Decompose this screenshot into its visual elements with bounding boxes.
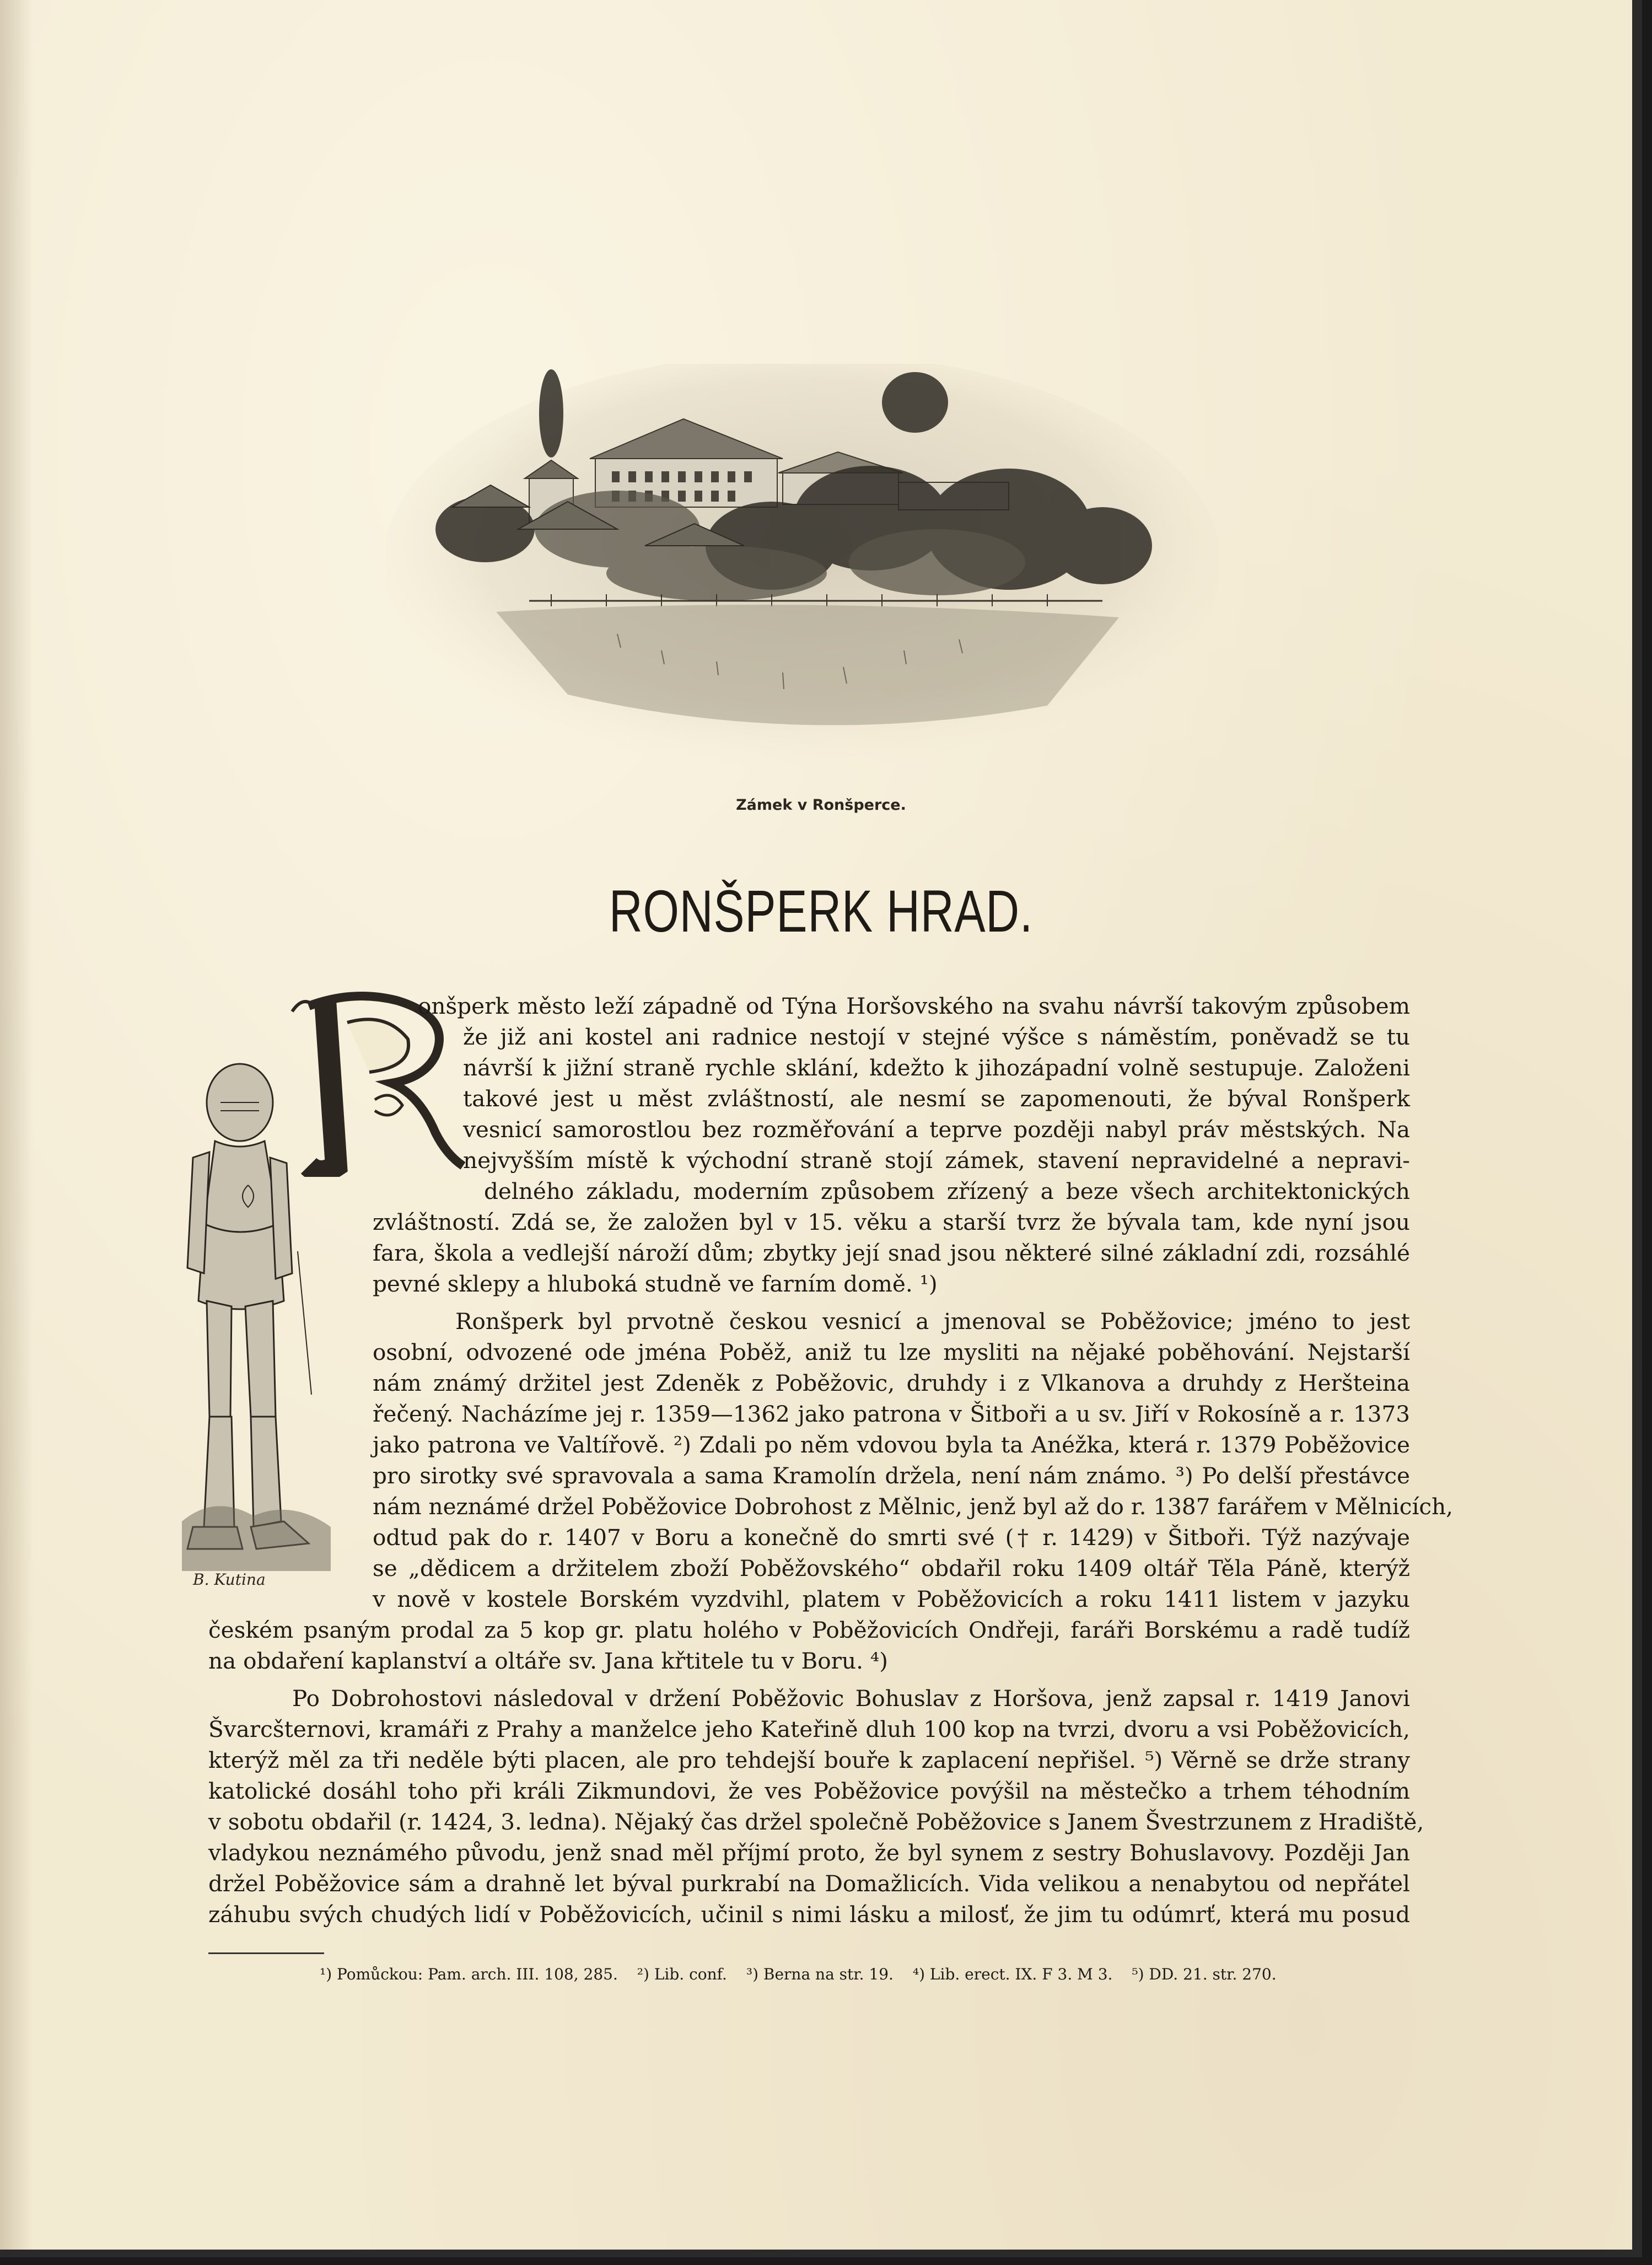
footnote: ³) Berna na str. 19. <box>746 1965 894 1983</box>
paragraph-line: držel Poběžovice sám a drahně let býval purkrabí na Domažlicích. Vida velikou a nenabytou od nepřátel <box>208 1870 1410 1897</box>
paragraph-line: zvláštností. Zdá se, že založen byl v 15. věku a starší tvrz že bývala tam, kde nyní jsou <box>373 1209 1410 1235</box>
paragraph-line: na obdaření kaplanství a oltáře sv. Jana křtitele tu v Boru. ⁴) <box>208 1648 888 1674</box>
paragraph-line: onšperk město leží západně od Týna Horšovského na svahu návrší takovým způsobem <box>418 993 1410 1019</box>
footnote: ²) Lib. conf. <box>637 1965 727 1983</box>
paragraph-line: pro sirotky své spravovala a sama Kramolín držela, není nám známo. ³) Po delší přestávce <box>373 1462 1410 1489</box>
artist-signature: B. Kutina <box>193 1570 266 1588</box>
paragraph-line: jako patrona ve Valtířově. ²) Zdali po něm vdovou byla ta Anéžka, která r. 1379 Poběžovice <box>373 1432 1410 1458</box>
paragraph-line: delného základu, moderním způsobem zřízený a beze všech architektonických <box>484 1178 1410 1204</box>
illustration-caption: Zámek v Ronšperce. <box>736 797 906 814</box>
footnotes <box>320 1965 1422 1983</box>
paragraph-line: se „dědicem a držitelem zboží Poběžovského“ obdařil roku 1409 oltář Těla Páně, kterýž <box>373 1555 1410 1581</box>
paragraph-line: Švarcšternovi, kramáři z Prahy a manželce jeho Kateřině dluh 100 kop na tvrzi, dvoru a vsi Poběžovicích, <box>208 1716 1410 1742</box>
paragraph-line: návrší k jižní straně rychle sklání, kdežto k jihozápadní volně sestupuje. Založeni <box>463 1055 1410 1081</box>
page-title: RONŠPERK HRAD. <box>609 878 1034 944</box>
footnote-divider <box>208 1952 324 1954</box>
page-edge-shadow <box>0 0 33 2250</box>
paragraph-line: českém psaným prodal za 5 kop gr. platu holého v Poběžovicích Ondřeji, faráři Borskému a radě tudíž <box>208 1617 1410 1643</box>
paragraph-line: vladykou neznámého původu, jenž snad měl příjmí proto, že byl synem z sestry Bohuslavovy. Později Jan <box>208 1839 1410 1866</box>
paragraph-line: Po Dobrohostovi následoval v držení Poběžovic Bohuslav z Horšova, jenž zapsal r. 1419 Janovi <box>292 1685 1410 1712</box>
paragraph-line: Ronšperk byl prvotně českou vesnicí a jmenoval se Poběžovice; jméno to jest <box>455 1308 1410 1335</box>
paragraph-line: pevné sklepy a hluboká studně ve farním domě. ¹) <box>373 1271 938 1297</box>
paragraph-line: záhubu svých chudých lidí v Poběžovicích, učinil s nimi lásku a milosť, že jim tu odúmrť, která mu posud <box>208 1901 1410 1928</box>
paragraph-line: nejvyšším místě k východní straně stojí zámek, stavení nepravidelné a nepravi- <box>463 1147 1410 1174</box>
paragraph-line: fara, škola a vedlejší nároží dům; zbytky její snad jsou některé silné základní zdi, rozsáhlé <box>373 1240 1410 1266</box>
paragraph-line: vesnicí samorostlou bez rozměřování a teprve později nabyl práv městských. Na <box>463 1116 1410 1143</box>
paragraph-line: že již ani kostel ani radnice nestojí v stejné výšce s náměstím, poněvadž se tu <box>463 1024 1410 1050</box>
paragraph-line: řečený. Nacházíme jej r. 1359—1362 jako patrona v Šitboři a u sv. Jiří v Rokosíně a r. 1373 <box>373 1401 1410 1427</box>
paragraph-line: osobní, odvozené ode jména Poběž, aniž tu lze mysliti na nějaké poběhování. Nejstarší <box>373 1339 1410 1365</box>
paragraph-line: nám neznámé držel Poběžovice Dobrohost z Mělnic, jenž byl až do r. 1387 farářem v Mělnicích, <box>373 1493 1454 1520</box>
paragraph-line: v sobotu obdařil (r. 1424, 3. ledna). Nějaký čas držel společně Poběžovice s Janem Švestrzunem z Hradiště, <box>208 1809 1424 1835</box>
paragraph-line: katolické dosáhl toho při králi Zikmundovi, že ves Poběžovice povýšil na městečko a trhem téhodním <box>208 1778 1410 1804</box>
paragraph-line: nám známý držitel jest Zdeněk z Poběžovic, druhdy i z Vlkanova a druhdy z Heršteina <box>373 1370 1410 1396</box>
footnote: ⁴) Lib. erect. IX. F 3. M 3. <box>912 1965 1113 1983</box>
paragraph-line: kterýž měl za tři neděle býti placen, ale pro tehdejší bouře k zaplacení nepřišel. ⁵) Věrně se drže strany <box>208 1747 1410 1773</box>
paragraph-line: odtud pak do r. 1407 v Boru a konečně do smrti své († r. 1429) v Šitboři. Týž nazývaje <box>373 1524 1410 1551</box>
footnote: ⁵) DD. 21. str. 270. <box>1132 1965 1277 1983</box>
chateau-engraving <box>386 364 1218 772</box>
paragraph-line: takové jest u měst zvláštností, ale nesmí se zapomenouti, že býval Ronšperk <box>463 1085 1410 1112</box>
footnote: ¹) Pomůckou: Pam. arch. III. 108, 285. <box>320 1965 618 1983</box>
paragraph-line: v nově v kostele Borském vyzdvihl, platem v Poběžovicích a roku 1411 listem v jazyku <box>373 1586 1410 1612</box>
